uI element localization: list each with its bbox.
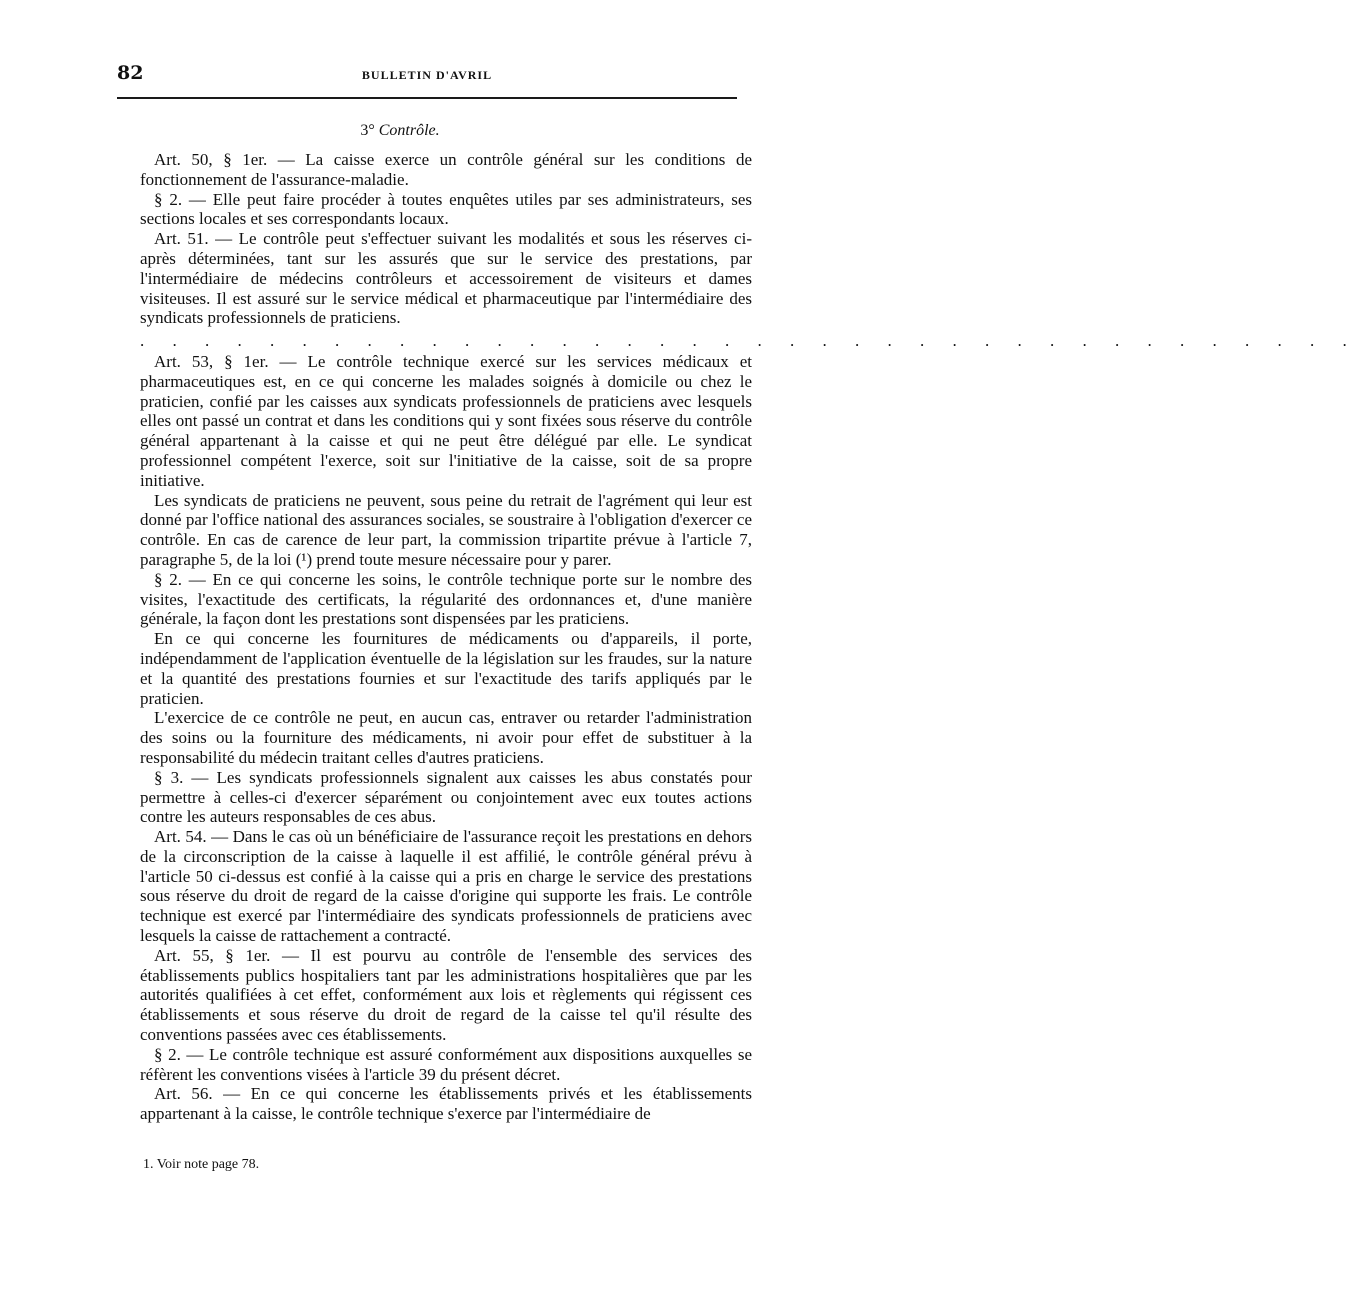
paragraph: L'exercice de ce contrôle ne peut, en aucun cas, entraver ou retarder l'administration des soins ou la fourniture des médicaments, ni avoir pour effet de substituer à la responsabilité du médecin traitant celles d'autres praticiens.: [140, 708, 752, 767]
paragraph: Art. 51. — Le contrôle peut s'effectuer suivant les modalités et sous les réserves ci-après déterminées, tant sur les assurés que sur le service des prestations, par l'intermédiaire de médecins contrôleurs et accessoirement de visiteurs et dames visiteuses. Il est assuré sur le service médical et pharmaceutique par l'intermédiaire des syndicats professionnels de praticiens.: [140, 229, 752, 328]
section-title: [0, 122, 800, 140]
paragraph: § 2. — Le contrôle technique est assuré conformément aux dispositions auxquelles se réfèrent les conventions visées à l'article 39 du présent décret.: [140, 1044, 752, 1084]
paragraph: Art. 55, § 1er. — Il est pourvu au contrôle de l'ensemble des services des établissements publics hospitaliers tant par les administrations hospitalières que par les autorités qualifiées à cet effet, conformément aux lois et règlements qui régissent ces établissements et sous réserve du droit de regard de la caisse tel qu'il résulte des conventions passées avec ces établissements.: [140, 945, 752, 1045]
paragraph: Art. 53, § 1er. — Le contrôle technique exercé sur les services médicaux et pharmaceutiques est, en ce qui concerne les malades soignés à domicile ou chez le praticien, confié par les caisses aux syndicats professionnels de praticiens avec lesquels elles ont passé un contrat et dans les conditions qui y sont fixées sous réserve du contrôle général appartenant à la caisse et qui ne peut être délégué par elle. Le syndicat professionnel compétent l'exerce, soit sur l'initiative de la caisse, soit de sa propre initiative.: [140, 351, 752, 490]
header-rule: [117, 97, 737, 99]
paragraph: Art. 50, § 1er. — La caisse exerce un contrôle général sur les conditions de fonctionnement de l'assurance-maladie.: [140, 150, 752, 189]
paragraph: § 2. — Elle peut faire procéder à toutes enquêtes utiles par ses administrateurs, ses sections locales et ses correspondants locaux.: [140, 189, 752, 229]
paragraph: § 3. — Les syndicats professionnels signalent aux caisses les abus constatés pour permettre à celles-ci d'exercer séparément ou conjointement avec eux toutes actions contre les auteurs responsables de ces abus.: [140, 767, 752, 827]
elision-dots: . . . . . . . . . . . . . . . . . . . . . . . . . . . . . . . . . . . . . .: [140, 331, 1359, 351]
running-head: [117, 60, 737, 90]
paragraph: Art. 56. — En ce qui concerne les établissements privés et les établissements appartenant à la caisse, le contrôle technique s'exerce par l'intermédiaire de: [140, 1084, 752, 1124]
footnote: 1. Voir note page 78.: [143, 1157, 260, 1172]
section-heading: Contrôle.: [378, 122, 440, 139]
running-title: BULLETIN D'AVRIL: [361, 68, 493, 82]
paragraph: En ce qui concerne les fournitures de médicaments ou d'appareils, il porte, indépendamment de l'application éventuelle de la législation sur les fraudes, sur la nature et la quantité des prestations fournies et sur l'exactitude des tarifs appliqués par le praticien.: [140, 629, 752, 708]
paragraph: § 2. — En ce qui concerne les soins, le contrôle technique porte sur le nombre des visites, l'exactitude des certificats, la régularité des ordonnances et, d'une manière générale, la façon dont les prestations sont dispensées par les praticiens.: [140, 569, 752, 629]
body-text: [140, 150, 1359, 1124]
section-number: 3°: [360, 122, 375, 139]
paragraph: Les syndicats de praticiens ne peuvent, sous peine du retrait de l'agrément qui leur est donné par l'office national des assurances sociales, se soustraire à l'obligation d'exercer ce contrôle. En cas de carence de leur part, la commission tripartite prévue à l'article 7, paragraphe 5, de la loi (¹) prend toute mesure nécessaire pour y parer.: [140, 490, 752, 569]
page-number: 82: [117, 62, 144, 84]
paragraph: Art. 54. — Dans le cas où un bénéficiaire de l'assurance reçoit les prestations en dehors de la circonscription de la caisse à laquelle il est affilié, le contrôle général prévu à l'article 50 ci-dessus est confié à la caisse qui a pris en charge le service des prestations sous réserve du droit de regard de la caisse d'origine qui supporte les frais. Le contrôle technique est exercé par l'intermédiaire des syndicats professionnels de praticiens avec lesquels la caisse de rattachement a contracté.: [140, 827, 752, 946]
